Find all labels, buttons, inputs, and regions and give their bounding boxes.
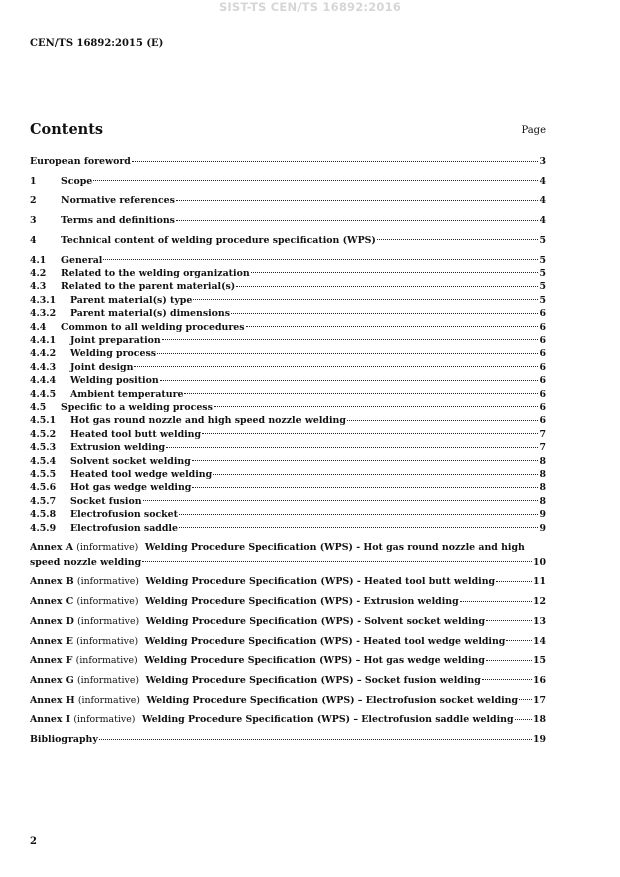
dot-leader bbox=[202, 433, 538, 434]
toc-title: Terms and definitions bbox=[61, 215, 175, 227]
toc-entry[interactable] bbox=[30, 441, 546, 454]
toc-title: General bbox=[61, 254, 103, 266]
toc-title: Technical content of welding procedure specification (WPS) bbox=[61, 234, 376, 246]
annex-text bbox=[30, 615, 485, 628]
toc-number: 4.5.5 bbox=[30, 469, 57, 481]
toc-title: Welding process bbox=[70, 348, 157, 360]
toc-number: 4.5.7 bbox=[30, 495, 57, 507]
dot-leader bbox=[486, 660, 532, 661]
toc-number: 4.5.1 bbox=[30, 415, 57, 427]
watermark: SIST-TS CEN/TS 16892:2016 bbox=[218, 0, 402, 14]
toc-number: 4.3.2 bbox=[30, 308, 57, 320]
toc-entry-foreword[interactable] bbox=[30, 155, 546, 168]
toc-entry-annex-f[interactable] bbox=[30, 654, 546, 667]
toc-page: 6 bbox=[539, 334, 546, 346]
toc-page: 6 bbox=[539, 401, 546, 413]
toc-number: 4.5 bbox=[30, 401, 47, 413]
toc-entry[interactable] bbox=[30, 267, 546, 280]
dot-leader bbox=[460, 601, 532, 602]
annex-title: Welding Procedure Specification (WPS) – Electrofusion socket welding bbox=[146, 694, 519, 706]
toc-entry-technical-content[interactable] bbox=[30, 234, 546, 247]
toc-title: Related to the parent material(s) bbox=[61, 281, 236, 293]
toc-entry-annex-b[interactable] bbox=[30, 575, 546, 588]
toc-page: 6 bbox=[539, 348, 546, 360]
toc-number: 4.5.3 bbox=[30, 442, 57, 454]
toc-title: Socket fusion bbox=[70, 495, 142, 507]
toc-entry[interactable] bbox=[30, 401, 546, 414]
dot-leader bbox=[486, 620, 532, 621]
toc-title: Electrofusion socket bbox=[70, 509, 178, 521]
dot-leader bbox=[99, 739, 532, 740]
dot-leader bbox=[160, 380, 539, 381]
toc-entry-annex-c[interactable] bbox=[30, 595, 546, 608]
annex-informative: (informative) bbox=[75, 655, 138, 667]
annex-a-line1 bbox=[30, 541, 546, 554]
page-number: 2 bbox=[30, 836, 37, 847]
toc-page: 18 bbox=[532, 714, 546, 726]
annex-title: Welding Procedure Specification (WPS) - Extrusion welding bbox=[145, 596, 459, 608]
toc-entry-annex-h[interactable] bbox=[30, 694, 546, 707]
toc-number: 3 bbox=[30, 215, 37, 227]
toc-entry[interactable] bbox=[30, 347, 546, 360]
toc-page: 5 bbox=[539, 294, 546, 306]
toc-number: 4.2 bbox=[30, 267, 47, 279]
annex-title: Welding Procedure Specification (WPS) - Hot gas round nozzle and high bbox=[144, 542, 525, 554]
annex-text bbox=[30, 575, 495, 588]
dot-leader bbox=[179, 527, 539, 528]
toc-page: 10 bbox=[532, 556, 546, 568]
dot-leader bbox=[179, 514, 539, 515]
toc-entry-annex-d[interactable] bbox=[30, 615, 546, 628]
toc-number: 4.5.4 bbox=[30, 455, 57, 467]
toc-title: Related to the welding organization bbox=[61, 267, 250, 279]
toc-entry[interactable] bbox=[30, 254, 546, 267]
toc-page: 5 bbox=[539, 281, 546, 293]
toc-number: 4.4.3 bbox=[30, 361, 57, 373]
toc-number: 4.4.5 bbox=[30, 388, 57, 400]
toc-page: 8 bbox=[539, 469, 546, 481]
toc-page: 5 bbox=[539, 254, 546, 266]
toc-page: 6 bbox=[539, 308, 546, 320]
toc-entry[interactable] bbox=[30, 414, 546, 427]
annex-title: Welding Procedure Specification (WPS) - Solvent socket welding bbox=[145, 615, 486, 627]
annex-informative: (informative) bbox=[73, 714, 136, 726]
toc-page: 13 bbox=[532, 615, 546, 627]
dot-leader bbox=[184, 393, 538, 394]
annex-title: Welding Procedure Specification (WPS) – Socket fusion welding bbox=[145, 674, 481, 686]
toc-page: 3 bbox=[539, 156, 546, 167]
toc-page: 17 bbox=[532, 694, 546, 706]
annex-text bbox=[30, 635, 505, 648]
toc-page: 7 bbox=[539, 442, 546, 454]
annex-label: Annex D bbox=[30, 615, 74, 627]
dot-leader bbox=[347, 420, 539, 421]
toc-entry-annex-a[interactable] bbox=[30, 541, 546, 569]
toc-title: European foreword bbox=[30, 156, 131, 167]
toc-title: Specific to a welding process bbox=[61, 401, 213, 413]
dot-leader bbox=[251, 272, 539, 273]
toc-page: 6 bbox=[539, 375, 546, 387]
document-id: CEN/TS 16892:2015 (E) bbox=[30, 38, 164, 49]
annex-label: Annex E bbox=[30, 635, 73, 647]
dot-leader bbox=[231, 313, 538, 314]
toc-page: 11 bbox=[532, 576, 546, 588]
toc-entry[interactable] bbox=[30, 455, 546, 468]
toc-number: 4.5.6 bbox=[30, 482, 57, 494]
dot-leader bbox=[176, 200, 539, 201]
toc-entry[interactable] bbox=[30, 468, 546, 481]
toc-entry[interactable] bbox=[30, 374, 546, 387]
dot-leader bbox=[192, 460, 539, 461]
toc-title: Hot gas round nozzle and high speed nozzle welding bbox=[70, 415, 346, 427]
annex-informative: (informative) bbox=[77, 615, 140, 627]
toc-page: 4 bbox=[539, 195, 546, 207]
dot-leader bbox=[176, 220, 539, 221]
toc-number: 4.4 bbox=[30, 321, 47, 333]
annex-informative: (informative) bbox=[76, 576, 139, 588]
annex-title: Welding Procedure Specification (WPS) – Hot gas wedge welding bbox=[144, 655, 485, 667]
toc-entry[interactable] bbox=[30, 321, 546, 334]
toc-number: 4.3.1 bbox=[30, 294, 57, 306]
toc-entry[interactable] bbox=[30, 334, 546, 347]
toc-number: 4.4.4 bbox=[30, 375, 57, 387]
dot-leader bbox=[496, 581, 532, 582]
annex-label: Annex F bbox=[30, 655, 73, 667]
annex-text bbox=[30, 595, 459, 608]
toc-title: Parent material(s) type bbox=[70, 294, 193, 306]
toc-entry-annex-i[interactable] bbox=[30, 713, 546, 726]
toc-page: 19 bbox=[532, 734, 546, 746]
toc-title: Joint preparation bbox=[70, 334, 161, 346]
toc-page: 6 bbox=[539, 321, 546, 333]
toc-page: 4 bbox=[539, 175, 546, 187]
dot-leader bbox=[166, 447, 538, 448]
dot-leader bbox=[236, 286, 538, 287]
annex-title: Welding Procedure Specification (WPS) - Heated tool wedge welding bbox=[144, 635, 506, 647]
toc-entry-annex-e[interactable] bbox=[30, 635, 546, 648]
dot-leader bbox=[213, 474, 538, 475]
toc-page: 8 bbox=[539, 455, 546, 467]
toc-number: 1 bbox=[30, 175, 37, 187]
toc-page: 4 bbox=[539, 215, 546, 227]
toc-number: 4.4.1 bbox=[30, 334, 57, 346]
toc-title: Joint design bbox=[70, 361, 134, 373]
toc-title: Normative references bbox=[61, 195, 175, 207]
annex-informative: (informative) bbox=[76, 542, 139, 554]
toc-title: Welding position bbox=[70, 375, 159, 387]
toc-title: Common to all welding procedures bbox=[61, 321, 245, 333]
annex-title: Welding Procedure Specification (WPS) - Heated tool butt welding bbox=[145, 576, 496, 588]
dot-leader bbox=[246, 326, 539, 327]
annex-text bbox=[30, 654, 485, 667]
annex-label: Annex H bbox=[30, 694, 75, 706]
annex-text bbox=[30, 713, 514, 726]
dot-leader bbox=[192, 487, 538, 488]
table-of-contents bbox=[30, 155, 546, 746]
annex-label: Annex A bbox=[30, 542, 73, 554]
dot-leader bbox=[377, 239, 539, 240]
annex-informative: (informative) bbox=[77, 674, 140, 686]
toc-page: 6 bbox=[539, 388, 546, 400]
dot-leader bbox=[157, 353, 538, 354]
toc-page: 8 bbox=[539, 495, 546, 507]
toc-entry[interactable] bbox=[30, 294, 546, 307]
annex-title-continued: speed nozzle welding bbox=[30, 556, 142, 568]
toc-title: Bibliography bbox=[30, 734, 98, 746]
annex-informative: (informative) bbox=[76, 596, 139, 608]
annex-label: Annex B bbox=[30, 576, 74, 588]
toc-page: 6 bbox=[539, 361, 546, 373]
toc-entry[interactable] bbox=[30, 481, 546, 494]
toc-entry-terms[interactable] bbox=[30, 214, 546, 227]
annex-title: Welding Procedure Specification (WPS) – Electrofusion saddle welding bbox=[141, 714, 514, 726]
toc-title: Scope bbox=[61, 175, 93, 187]
dot-leader bbox=[519, 699, 532, 700]
dot-leader bbox=[132, 161, 539, 162]
annex-informative: (informative) bbox=[76, 635, 139, 647]
annex-label: Annex I bbox=[30, 714, 71, 726]
toc-page: 9 bbox=[539, 522, 546, 534]
dot-leader bbox=[142, 561, 532, 562]
toc-page: 14 bbox=[532, 635, 546, 647]
toc-entry-annex-g[interactable] bbox=[30, 674, 546, 687]
toc-number: 4.3 bbox=[30, 281, 47, 293]
toc-title: Solvent socket welding bbox=[70, 455, 191, 467]
toc-entry[interactable] bbox=[30, 495, 546, 508]
annex-text bbox=[30, 674, 481, 687]
toc-page: 9 bbox=[539, 509, 546, 521]
toc-title: Ambient temperature bbox=[70, 388, 184, 400]
dot-leader bbox=[482, 679, 532, 680]
annex-informative: (informative) bbox=[77, 694, 140, 706]
dot-leader bbox=[134, 366, 538, 367]
toc-number: 4.5.2 bbox=[30, 428, 57, 440]
page-column-label: Page bbox=[521, 125, 546, 136]
dot-leader bbox=[515, 719, 532, 720]
dot-leader bbox=[143, 500, 539, 501]
toc-page: 5 bbox=[539, 234, 546, 246]
dot-leader bbox=[506, 640, 532, 641]
toc-page: 7 bbox=[539, 428, 546, 440]
dot-leader bbox=[162, 339, 539, 340]
toc-title: Heated tool butt welding bbox=[70, 428, 202, 440]
toc-title: Hot gas wedge welding bbox=[70, 482, 192, 494]
annex-label: Annex C bbox=[30, 596, 74, 608]
dot-leader bbox=[193, 299, 538, 300]
toc-page: 6 bbox=[539, 415, 546, 427]
annex-a-line2 bbox=[30, 556, 546, 569]
toc-number: 2 bbox=[30, 195, 37, 207]
toc-title: Parent material(s) dimensions bbox=[70, 308, 231, 320]
toc-number: 4.1 bbox=[30, 254, 47, 266]
toc-entry[interactable] bbox=[30, 428, 546, 441]
toc-number: 4.5.9 bbox=[30, 522, 57, 534]
annex-label: Annex G bbox=[30, 674, 74, 686]
toc-title: Electrofusion saddle bbox=[70, 522, 178, 534]
annex-text bbox=[30, 694, 518, 707]
dot-leader bbox=[93, 180, 538, 181]
toc-entry[interactable] bbox=[30, 508, 546, 521]
toc-title: Heated tool wedge welding bbox=[70, 469, 213, 481]
dot-leader bbox=[214, 406, 539, 407]
toc-entry[interactable] bbox=[30, 522, 546, 535]
toc-entry[interactable] bbox=[30, 388, 546, 401]
toc-entry[interactable] bbox=[30, 361, 546, 374]
toc-page: 16 bbox=[532, 674, 546, 686]
toc-page: 12 bbox=[532, 596, 546, 608]
toc-page: 5 bbox=[539, 267, 546, 279]
dot-leader bbox=[103, 259, 538, 260]
toc-page: 15 bbox=[532, 655, 546, 667]
contents-title: Contents bbox=[30, 121, 104, 138]
toc-title: Extrusion welding bbox=[70, 442, 166, 454]
toc-entry-scope[interactable] bbox=[30, 175, 546, 188]
toc-entry-bibliography[interactable] bbox=[30, 733, 546, 746]
toc-number: 4 bbox=[30, 234, 37, 246]
toc-entry[interactable] bbox=[30, 307, 546, 320]
toc-entry-normative-references[interactable] bbox=[30, 194, 546, 207]
toc-number: 4.5.8 bbox=[30, 509, 57, 521]
toc-number: 4.4.2 bbox=[30, 348, 57, 360]
toc-page: 8 bbox=[539, 482, 546, 494]
toc-entry[interactable] bbox=[30, 280, 546, 293]
